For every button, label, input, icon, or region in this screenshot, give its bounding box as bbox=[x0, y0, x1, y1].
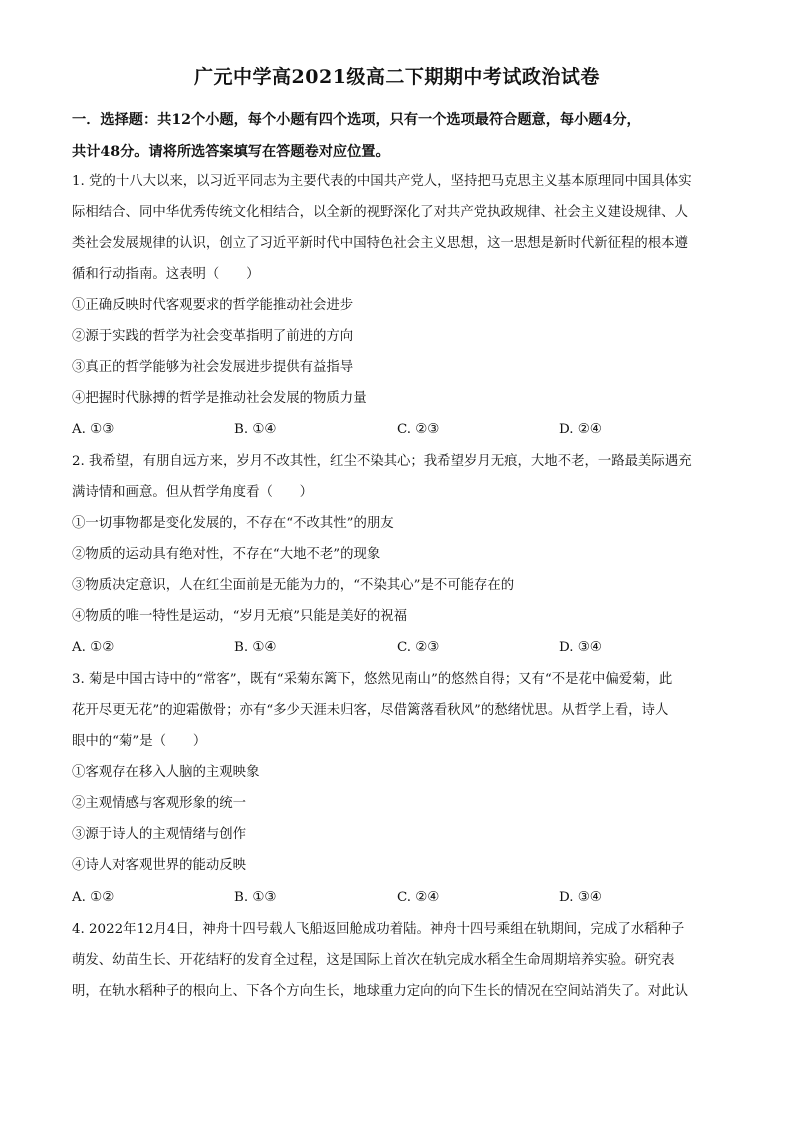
question-2-statement: ①一切事物都是变化发展的，不存在“不改其性”的朋友 bbox=[72, 516, 394, 531]
option-d: D. ③④ bbox=[559, 640, 602, 655]
question-4-text-line: 萌发、幼苗生长、开花结籽的发育全过程，这是国际上首次在轨完成水稻全生命周期培养实验。研究表 bbox=[72, 953, 675, 968]
question-1-text-line: 类社会发展规律的认识，创立了习近平新时代中国特色社会主义思想，这一思想是新时代新征程的根本遵 bbox=[72, 236, 688, 251]
option-a: A. ①② bbox=[72, 890, 115, 905]
section-instructions bbox=[72, 104, 732, 168]
question-3-text-line: 眼中的“菊”是（ ） bbox=[72, 734, 207, 749]
question-3-statement: ①客观存在移入人脑的主观映象 bbox=[72, 765, 260, 780]
question-2 bbox=[72, 446, 738, 632]
option-d: D. ③④ bbox=[559, 890, 602, 905]
question-3-statement: ②主观情感与客观形象的统一 bbox=[72, 796, 247, 811]
question-1-text-line: 循和行动指南。这表明（ ） bbox=[72, 267, 260, 282]
question-2-text-line: 满诗情和画意。但从哲学角度看（ ） bbox=[72, 485, 314, 500]
option-c: C. ②③ bbox=[397, 640, 440, 655]
question-1-statement: ③真正的哲学能够为社会发展进步提供有益指导 bbox=[72, 360, 354, 375]
question-4-text-line: 明，在轨水稻种子的根向上、下各个方向生长，地球重力定向的向下生长的情况在空间站消失了。对此认 bbox=[72, 984, 688, 999]
question-4-text-line: 4. 2022年12月4日，神舟十四号载人飞船返回舱成功着陆。神舟十四号乘组在轨期间，完成了水稻种子 bbox=[72, 922, 685, 937]
question-2-text-line: 2. 我希望，有朋自远方来，岁月不改其性，红尘不染其心；我希望岁月无痕，大地不老，一路最美际遇充 bbox=[72, 454, 692, 469]
question-3-text-line: 花开尽更无花”的迎霜傲骨；亦有“多少天涯未归客，尽借篱落看秋风”的愁绪忧思。从哲学上看，诗人 bbox=[72, 703, 669, 718]
option-b: B. ①④ bbox=[234, 422, 277, 437]
question-3-text-line: 3. 菊是中国古诗中的“常客”，既有“采菊东篱下，悠然见南山”的悠然自得；又有“不是花中偏爱菊，此 bbox=[72, 672, 673, 687]
question-3-statement: ③源于诗人的主观情绪与创作 bbox=[72, 827, 247, 842]
question-2-statement: ④物质的唯一特性是运动，“岁月无痕”只能是美好的祝福 bbox=[72, 609, 408, 624]
option-b: B. ①④ bbox=[234, 640, 277, 655]
question-1-text-line: 1. 党的十八大以来，以习近平同志为主要代表的中国共产党人，坚持把马克思主义基本原理同中国具体实 bbox=[72, 174, 692, 189]
question-3-statement: ④诗人对客观世界的能动反映 bbox=[72, 858, 247, 873]
question-2-statement: ③物质决定意识，人在红尘面前是无能为力的，“不染其心”是不可能存在的 bbox=[72, 578, 515, 593]
option-b: B. ①③ bbox=[234, 890, 277, 905]
question-1-statement: ④把握时代脉搏的哲学是推动社会发展的物质力量 bbox=[72, 391, 367, 406]
question-1-statement: ①正确反映时代客观要求的哲学能推动社会进步 bbox=[72, 298, 354, 313]
question-1 bbox=[72, 166, 738, 414]
option-c: C. ②④ bbox=[397, 890, 440, 905]
question-4 bbox=[72, 914, 738, 1007]
question-2-statement: ②物质的运动具有绝对性，不存在“大地不老”的现象 bbox=[72, 547, 381, 562]
question-3 bbox=[72, 664, 738, 881]
question-1-text-line: 际相结合、同中华优秀传统文化相结合，以全新的视野深化了对共产党执政规律、社会主义建设规律、人 bbox=[72, 205, 688, 220]
option-c: C. ②③ bbox=[397, 422, 440, 437]
option-a: A. ①② bbox=[72, 640, 115, 655]
option-a: A. ①③ bbox=[72, 422, 115, 437]
question-1-statement: ②源于实践的哲学为社会变革指明了前进的方向 bbox=[72, 329, 354, 344]
section-instructions-line: 共计48分。请将所选答案填写在答题卷对应位置。 bbox=[72, 144, 390, 160]
exam-title: 广元中学高2021级高二下期期中考试政治试卷 bbox=[194, 66, 600, 88]
option-d: D. ②④ bbox=[559, 422, 602, 437]
section-instructions-line: 一．选择题：共12个小题，每个小题有四个选项，只有一个选项最符合题意，每小题4分， bbox=[72, 112, 641, 128]
